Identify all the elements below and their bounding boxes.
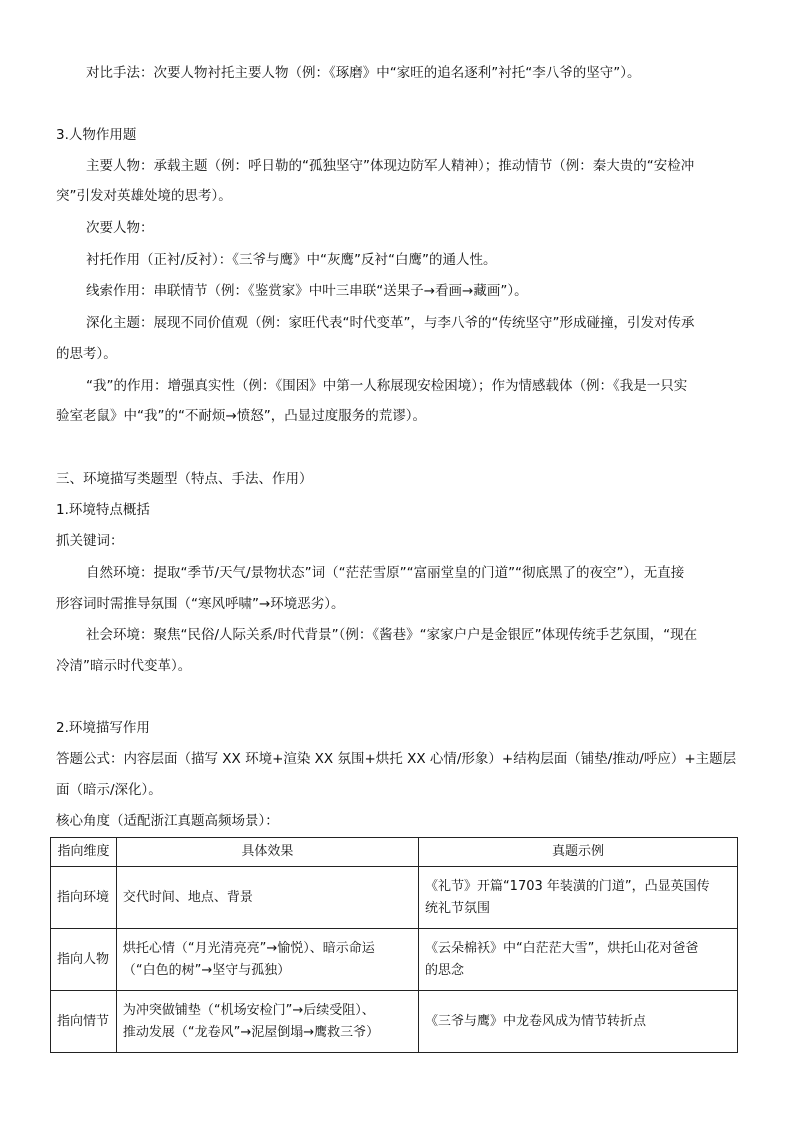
social-environment-line-1: 社会环境：聚焦“民俗/人际关系/时代背景”（例：《酱巷》“家家户户是金银匠”体现传统手艺氛围，“现在 xyxy=(86,627,698,643)
effect-line: 推动发展（“龙卷风”→泥屋倒塌→鹰救三爷） xyxy=(122,1024,380,1040)
env-function-heading: 2.环境描写作用 xyxy=(56,720,150,736)
example-cell xyxy=(418,991,737,1053)
natural-environment-line-1: 自然环境：提取“季节/天气/景物状态”词（“茫茫雪原”“富丽堂皇的门道”“彻底黑了的夜空”），无直接 xyxy=(86,565,685,581)
table-row xyxy=(51,929,738,991)
dimension-cell: 指向人物 xyxy=(51,929,117,991)
effect-line: 交代时间、地点、背景 xyxy=(122,889,253,905)
effect-cell xyxy=(116,991,418,1053)
example-line: 《云朵棉袄》中“白茫茫大雪”，烘托山花对爸爸 xyxy=(424,940,699,956)
natural-environment-line-2: 形容词时需推导氛围（“寒风呼啸”→环境恶劣）。 xyxy=(56,596,345,612)
effect-line: 烘托心情（“月光清亮亮”→愉悦）、暗示命运 xyxy=(122,940,375,956)
foil-function-line: 衬托作用（正衬/反衬）：《三爷与鹰》中“灰鹰”反衬“白鹰”的通人性。 xyxy=(86,252,497,268)
table-row xyxy=(51,867,738,929)
main-character-line-1: 主要人物：承载主题（例：呼日勒的“孤独坚守”体现边防军人精神）；推动情节（例：秦大贵的“安检冲 xyxy=(86,158,695,174)
main-character-line-2: 突”引发对英雄处境的思考）。 xyxy=(56,188,232,204)
example-cell xyxy=(418,929,737,991)
env-feature-heading: 1.环境特点概括 xyxy=(56,502,150,518)
keywords-heading: 抓关键词： xyxy=(56,533,124,549)
deepen-theme-line-2: 的思考）。 xyxy=(56,346,117,362)
table-header-row xyxy=(51,838,738,867)
example-line: 《三爷与鹰》中龙卷风成为情节转折点 xyxy=(424,1013,646,1029)
table-header-cell: 具体效果 xyxy=(116,838,418,867)
example-cell xyxy=(418,867,737,929)
example-line: 《礼节》开篇“1703 年装潢的门道”，凸显英国传 xyxy=(424,878,710,894)
example-line: 的思念 xyxy=(424,962,464,978)
core-angle-table xyxy=(50,837,738,1053)
answer-formula-line-1: 答题公式：内容层面（描写 XX 环境+渲染 XX 氛围+烘托 XX 心情/形象）+结构层面（铺垫/推动/呼应）+主题层 xyxy=(56,751,737,767)
first-person-role-line-1: “我”的作用：增强真实性（例：《围困》中第一人称展现安检困境）；作为情感载体（例：《我是一只实 xyxy=(86,378,688,394)
social-environment-line-2: 冷清”暗示时代变革）。 xyxy=(56,658,192,674)
answer-formula-line-2: 面（暗示/深化）。 xyxy=(56,782,162,798)
contrast-paragraph: 对比手法：次要人物衬托主要人物（例：《琢磨》中“家旺的追名逐利”衬托“李八爷的坚守”）。 xyxy=(86,65,641,81)
clue-function-line: 线索作用：串联情节（例：《鉴赏家》中叶三串联“送果子→看画→藏画”）。 xyxy=(86,283,528,299)
deepen-theme-line-1: 深化主题：展现不同价值观（例：家旺代表“时代变革”，与李八爷的“传统坚守”形成碰撞，引发对传承 xyxy=(86,315,695,331)
effect-line: （“白色的树”→坚守与孤独） xyxy=(122,962,291,978)
table-header-cell: 真题示例 xyxy=(418,838,737,867)
table-header-cell: 指向维度 xyxy=(51,838,117,867)
core-angle-heading: 核心角度（适配浙江真题高频场景）： xyxy=(56,813,279,829)
dimension-cell: 指向情节 xyxy=(51,991,117,1053)
first-person-role-line-2: 验室老鼠》中“我”的“不耐烦→愤怒”，凸显过度服务的荒谬）。 xyxy=(56,408,427,424)
effect-cell xyxy=(116,929,418,991)
effect-line: 为冲突做铺垫（“机场安检门”→后续受阻）、 xyxy=(122,1002,375,1018)
table-row xyxy=(51,991,738,1053)
dimension-cell: 指向环境 xyxy=(51,867,117,929)
example-line: 统礼节氛围 xyxy=(424,900,490,916)
part-3-heading: 三、环境描写类题型（特点、手法、作用） xyxy=(56,471,313,487)
secondary-character-heading: 次要人物： xyxy=(86,220,154,236)
section-3-title: 3.人物作用题 xyxy=(56,127,137,143)
effect-cell xyxy=(116,867,418,929)
